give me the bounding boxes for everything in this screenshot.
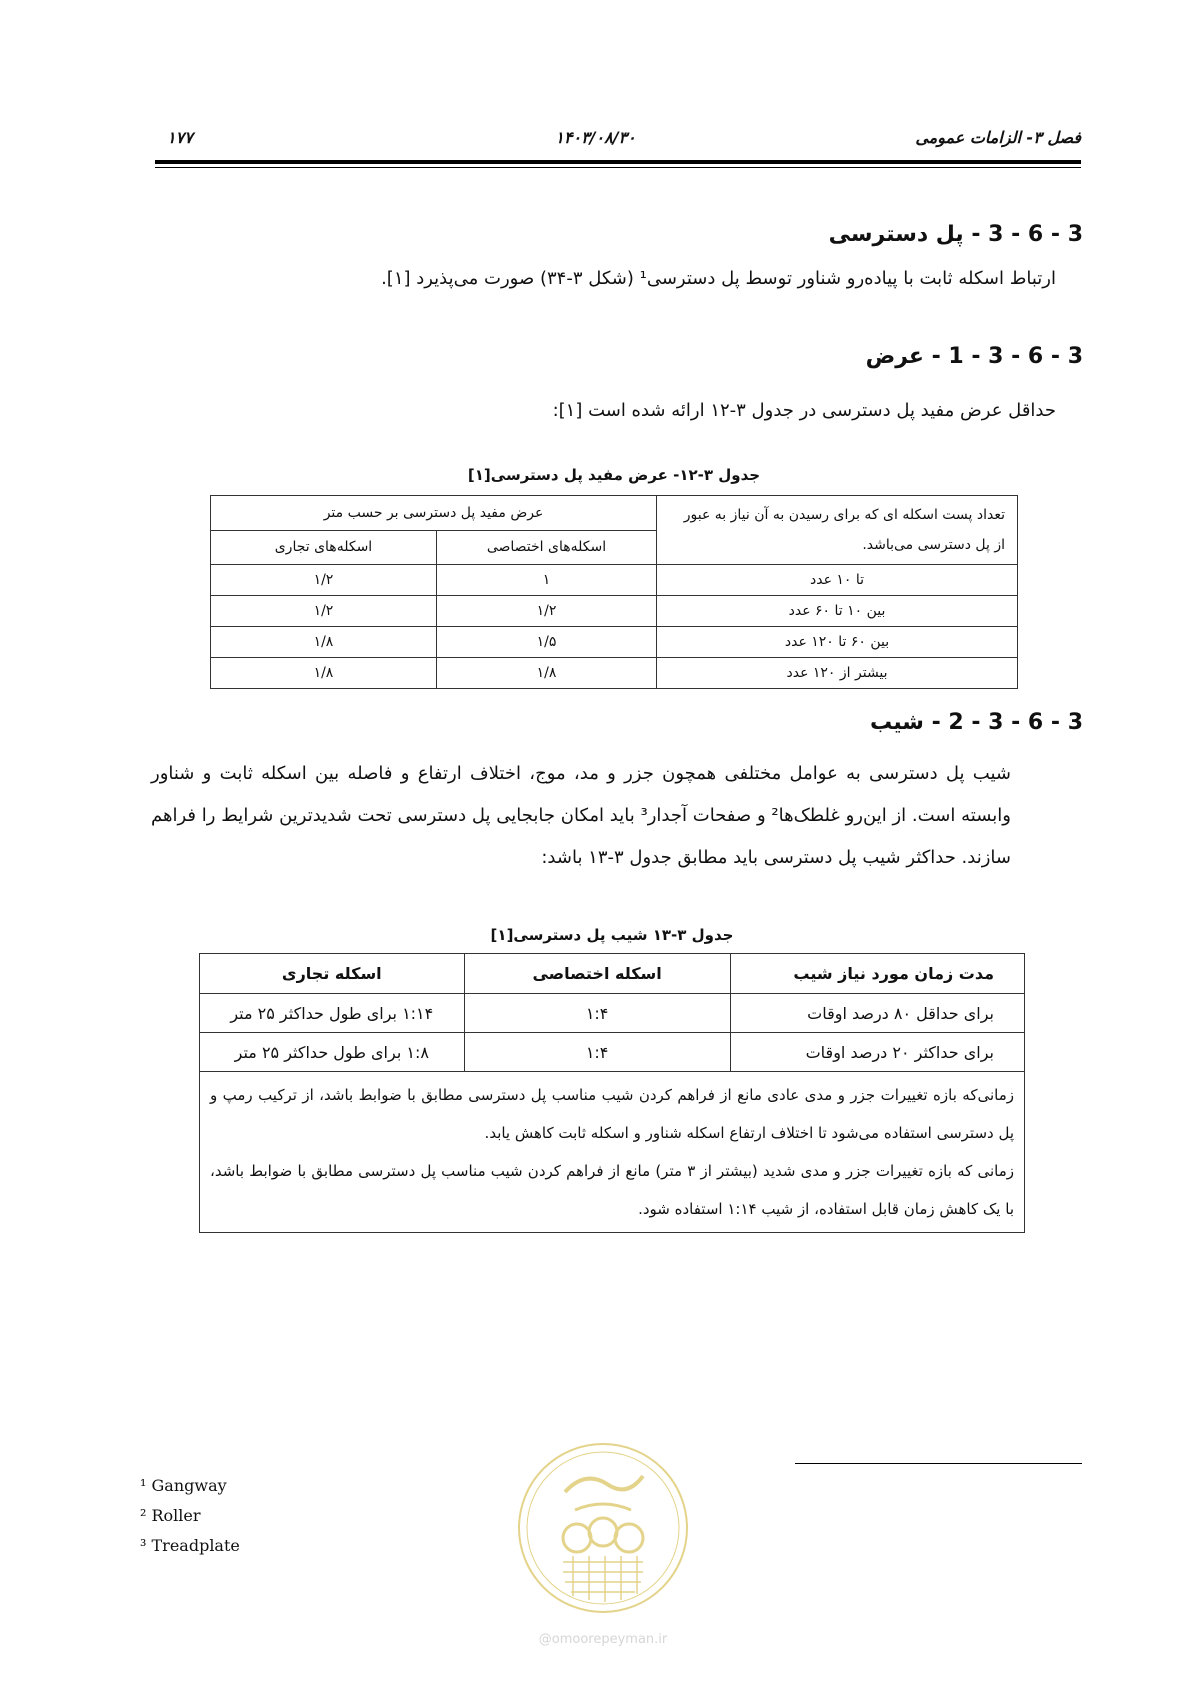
watermark-seal-icon [515,1440,691,1616]
table2-head-duration: مدت زمان مورد نیاز شیب [730,954,1024,994]
width-table [210,495,1018,689]
table1-cell-commercial: ۱/۲ [211,565,437,596]
subsection-slope-heading: 3 - 6 - 3 - 2 - شیب [870,710,1083,735]
footnote-3: ³ Treadplate [140,1536,240,1555]
page-number: ۱۷۷ [167,128,193,147]
section-intro: ارتباط اسکله ثابت با پیاده‌رو شناور توسط پل دسترسی¹ (شکل ۳-۳۴) صورت می‌پذیرد [۱]. [381,268,1056,289]
table1-cell-private: ۱/۵ [436,627,656,658]
header-rule-thick [155,160,1081,164]
table-row [200,1033,1025,1072]
table1-cell-private: ۱/۲ [436,596,656,627]
table1-head-group: عرض مفید پل دسترسی بر حسب متر [211,496,657,531]
table2-head-private: اسکله اختصاصی [464,954,730,994]
footnote-2: ² Roller [140,1506,201,1525]
running-head-date: ۱۴۰۳/۰۸/۳۰ [555,128,636,147]
slope-table [199,953,1025,1233]
table-row [211,627,1018,658]
table2-cell-duration: برای حداقل ۸۰ درصد اوقات [730,994,1024,1033]
header-rule-thin [155,167,1081,168]
table1-cell-count: بیشتر از ۱۲۰ عدد [657,658,1018,689]
table2-note [200,1072,1025,1233]
table2-cell-private: ۱:۴ [464,1033,730,1072]
table2-cell-commercial: ۱:۱۴ برای طول حداکثر ۲۵ متر [200,994,465,1033]
table2-cell-private: ۱:۴ [464,994,730,1033]
section-heading: 3 - 6 - 3 - پل دسترسی [828,222,1083,247]
watermark-handle: @omoorepeyman.ir [538,1632,668,1647]
table1-head-private: اسکله‌های اختصاصی [436,530,656,565]
table1-head-commercial: اسکله‌های تجاری [211,530,437,565]
running-head-chapter: فصل ۳- الزامات عمومی [915,128,1081,147]
table-row [211,596,1018,627]
table2-note-2: زمانی که بازه تغییرات جزر و مدی شدید (بیشتر از ۳ متر) مانع از فراهم کردن شیب مناسب پل دسترسی مطابق با ضوابط باشد، با یک کاهش زمان قابل استفاده، از شیب ۱:۱۴ استفاده شود. [210,1162,1014,1218]
subsection-slope-text: شیب پل دسترسی به عوامل مختلفی همچون جزر و مد، موج، اختلاف ارتفاع و فاصله بین اسکله ثابت و شناور وابسته است. از این‌رو غلطک‌ها² و صفحات آجدار³ باید امکان جابجایی پل دسترسی تحت شدیدترین شرایط را فراهم سازند. حداکثر شیب پل دسترسی باید مطابق جدول ۳-۱۳ باشد: [151,763,1011,868]
table-row [211,565,1018,596]
table-row [211,658,1018,689]
table2-note-1: زمانی‌که بازه تغییرات جزر و مدی عادی مانع از فراهم کردن شیب مناسب پل دسترسی مطابق با ضوابط باشد، از ترکیب رمپ و پل دسترسی استفاده می‌شود تا اختلاف ارتفاع اسکله شناور و اسکله ثابت کاهش یابد. [210,1086,1014,1142]
table1-caption: جدول ۳-۱۲- عرض مفید پل دسترسی[۱] [467,466,761,484]
table1-head-count: تعداد پست اسکله ای که برای رسیدن به آن نیاز به عبور از پل دسترسی می‌باشد. [657,496,1018,565]
subsection-width-heading: 3 - 6 - 3 - 1 - عرض [865,344,1083,369]
table1-cell-commercial: ۱/۲ [211,596,437,627]
table2-head-commercial: اسکله تجاری [200,954,465,994]
table1-cell-commercial: ۱/۸ [211,658,437,689]
table1-cell-commercial: ۱/۸ [211,627,437,658]
footnote-1: ¹ Gangway [140,1476,227,1495]
table2-cell-commercial: ۱:۸ برای طول حداکثر ۲۵ متر [200,1033,465,1072]
table1-cell-private: ۱ [436,565,656,596]
table1-cell-count: تا ۱۰ عدد [657,565,1018,596]
table-row [200,994,1025,1033]
subsection-width-text: حداقل عرض مفید پل دسترسی در جدول ۳-۱۲ ارائه شده است [۱]: [552,400,1056,421]
table1-cell-private: ۱/۸ [436,658,656,689]
table2-cell-duration: برای حداکثر ۲۰ درصد اوقات [730,1033,1024,1072]
table2-caption: جدول ۳-۱۳ شیب پل دسترسی[۱] [490,926,734,944]
table1-cell-count: بین ۱۰ تا ۶۰ عدد [657,596,1018,627]
table1-cell-count: بین ۶۰ تا ۱۲۰ عدد [657,627,1018,658]
footnote-rule [795,1463,1082,1464]
